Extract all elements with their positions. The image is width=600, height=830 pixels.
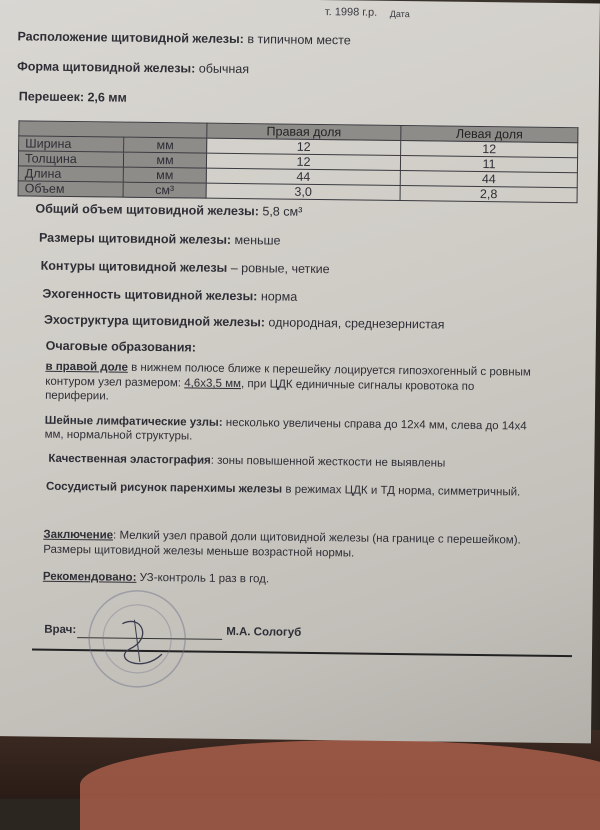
isthmus-line: Перешеек: 2,6 мм — [18, 89, 127, 105]
header-fragment-date: Дата — [389, 8, 410, 20]
total-volume-label: Общий объем щитовидной железы: — [35, 201, 260, 219]
size-value: меньше — [234, 233, 281, 248]
focal-size: 4,6х3,5 мм — [184, 377, 242, 391]
doctor-label: Врач: — [44, 623, 77, 637]
echogenicity-label: Эхогенность щитовидной железы: — [42, 286, 258, 304]
conclusion-text-1: : Мелкий узел правой доли щитовидной железы (на границе с перешейком). — [113, 529, 521, 547]
size-line — [39, 231, 281, 248]
measurements-table — [18, 120, 579, 203]
doctor-name: М.А. Сологуб — [226, 625, 302, 639]
focal-text-2a: контуром узел размером: — [45, 375, 182, 390]
vascular-value: в режимах ЦДК и ТД норма, симметричный. — [285, 483, 521, 499]
focal-intro: в правой доле — [45, 360, 128, 374]
contours-value: – ровные, четкие — [230, 260, 330, 277]
table-cell-left: 44 — [400, 171, 577, 188]
contours-label: Контуры щитовидной железы — [40, 258, 228, 275]
total-volume-value: 5,8 см³ — [262, 204, 303, 219]
vascular-label: Сосудистый рисунок паренхимы железы — [45, 480, 283, 496]
echostructure-line — [44, 313, 445, 332]
fabric-background — [80, 740, 600, 830]
location-line — [17, 29, 350, 47]
table-cell-right: 44 — [206, 168, 400, 185]
table-cell-unit: см³ — [123, 182, 206, 198]
stamp-icon — [81, 583, 192, 694]
conclusion-label: Заключение — [43, 528, 114, 542]
table-header-right: Правая доля — [207, 123, 401, 140]
focal-label: Очаговые образования: — [45, 338, 197, 355]
echogenicity-value: норма — [260, 289, 298, 304]
shape-value: обычная — [198, 61, 250, 77]
echostructure-label: Эхоструктура щитовидной железы: — [43, 312, 266, 330]
total-volume-line — [35, 202, 302, 219]
recommended-label: Рекомендовано: — [42, 570, 137, 584]
focal-text-2c: , при ЦДК единичные сигналы кровотока по — [240, 378, 475, 393]
contours-line — [41, 259, 330, 277]
table-cell-param: Объем — [18, 181, 123, 197]
elasto-label: Качественная эластография — [48, 452, 211, 467]
echogenicity-line — [42, 287, 297, 304]
focal-text-1: в нижнем полюсе ближе к перешейку лоцируется гипоэхогенный с ровным — [131, 361, 531, 379]
size-label: Размеры щитовидной железы: — [38, 230, 232, 247]
lymph-text-1: несколько увеличены справа до 12х4 мм, слева до 14х4 — [225, 416, 527, 433]
table-cell-unit: мм — [124, 137, 207, 153]
focal-text-3: периферии. — [45, 389, 109, 403]
table-cell-right: 12 — [206, 153, 400, 170]
echostructure-value: однородная, среднезернистая — [268, 315, 445, 332]
table-cell-param: Ширина — [19, 136, 124, 152]
focal-line-2 — [45, 376, 474, 393]
table-cell-left: 2,8 — [400, 186, 577, 203]
table-header-left: Левая доля — [401, 126, 578, 143]
shape-line — [17, 59, 249, 76]
header-fragment: т. 1998 г.р. — [324, 6, 378, 19]
table-cell-left: 11 — [400, 156, 577, 173]
elasto-value: : зоны повышенной жесткости не выявлены — [210, 454, 446, 470]
table-cell-unit: мм — [123, 167, 206, 183]
location-label: Расположение щитовидной железы: — [17, 29, 244, 47]
table-cell-left: 12 — [401, 141, 578, 158]
table-cell-param: Толщина — [18, 151, 123, 167]
table-cell-right: 3,0 — [206, 183, 400, 200]
lymph-text-2: мм, нормальной структуры. — [44, 428, 193, 443]
recommended-value: УЗ-контроль 1 раз в год. — [139, 571, 270, 586]
table-cell-unit: мм — [123, 152, 206, 168]
elasto-line — [48, 453, 445, 470]
shape-label: Форма щитовидной железы: — [17, 59, 196, 76]
lymph-label: Шейные лимфатические узлы: — [44, 414, 223, 429]
vascular-line — [46, 481, 520, 499]
location-value: в типичном месте — [247, 32, 351, 48]
conclusion-text-2: Размеры щитовидной железы меньше возрастной нормы. — [43, 543, 355, 560]
table-cell-right: 12 — [207, 138, 401, 155]
table-cell-param: Длина — [18, 166, 123, 182]
